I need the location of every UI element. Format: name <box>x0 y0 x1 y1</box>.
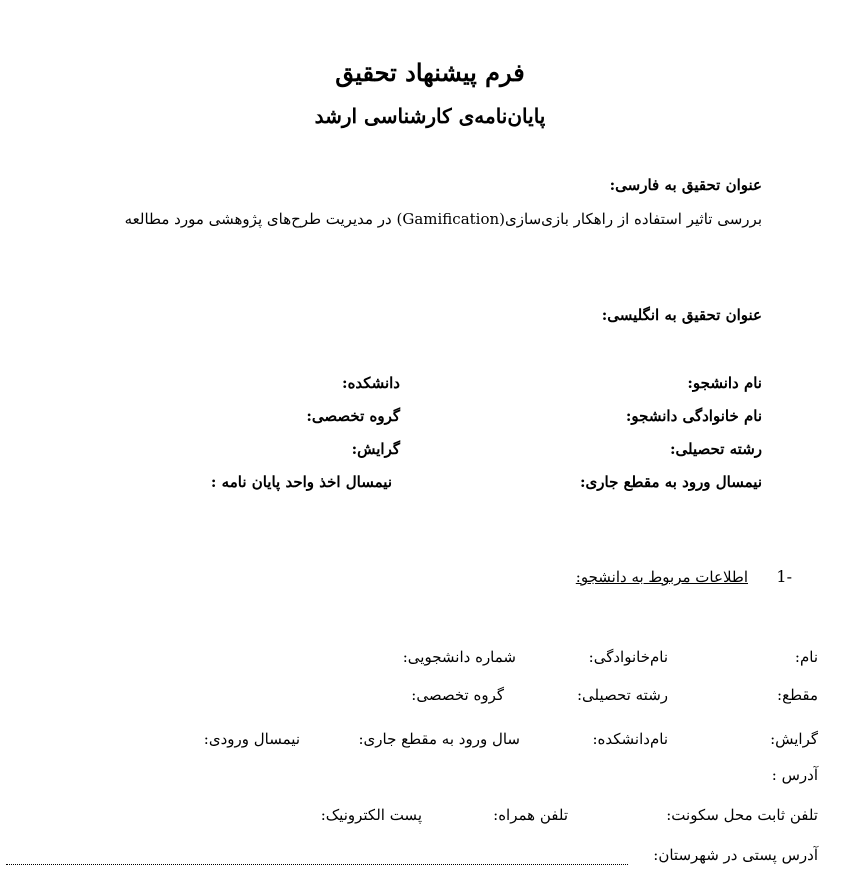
info-name-label: نام: <box>794 648 818 666</box>
student-name-label: نام دانشجو: <box>687 374 762 392</box>
info-family-label: نام‌خانوادگی: <box>588 648 668 666</box>
info-level-label: مقطع: <box>777 686 818 704</box>
student-family-label: نام خانوادگی دانشجو: <box>625 407 762 425</box>
info-postal-address-label: آدرس پستی در شهرستان: <box>653 846 818 864</box>
student-entry-term-label: نیمسال ورود به مقطع جاری: <box>579 473 762 491</box>
orientation-label: گرایش: <box>351 440 400 458</box>
info-group-label: گروه تخصصی: <box>411 686 504 704</box>
persian-title-label: عنوان تحقیق به فارسی: <box>609 176 762 194</box>
thesis-term-label: نیمسال اخذ واحد پایان نامه : <box>210 473 392 491</box>
form-subtitle: پایان‌نامه‌ی کارشناسی ارشد <box>314 104 546 128</box>
info-entry-term-label: نیمسال ورودی: <box>203 730 300 748</box>
group-label: گروه تخصصی: <box>306 407 400 425</box>
faculty-label: دانشکده: <box>342 374 400 392</box>
info-major-label: رشته تحصیلی: <box>576 686 668 704</box>
form-title: فرم پیشنهاد تحقیق <box>335 58 525 87</box>
student-major-label: رشته تحصیلی: <box>670 440 762 458</box>
info-entry-year-label: سال ورود به مقطع جاری: <box>358 730 520 748</box>
persian-title-text: بررسی تاثیر استفاده از راهکار بازی‌سازی(Gamification) در مدیریت طرح‌های پژوهشی مورد مطالعه <box>124 210 762 228</box>
english-title-label: عنوان تحقیق به انگلیسی: <box>601 306 762 324</box>
info-address-label: آدرس : <box>771 766 818 784</box>
info-phone-label: تلفن ثابت محل سکونت: <box>666 806 818 824</box>
section-title: اطلاعات مربوط به دانشجو: <box>575 568 748 586</box>
section-number: 1- <box>776 567 792 586</box>
info-mobile-label: تلفن همراه: <box>493 806 568 824</box>
info-email-label: پست الکترونیک: <box>320 806 422 824</box>
postal-address-dotted-line <box>6 864 628 865</box>
info-orientation-label: گرایش: <box>770 730 818 748</box>
info-faculty-label: نام‌دانشکده: <box>592 730 668 748</box>
info-student-no-label: شماره دانشجویی: <box>402 648 516 666</box>
